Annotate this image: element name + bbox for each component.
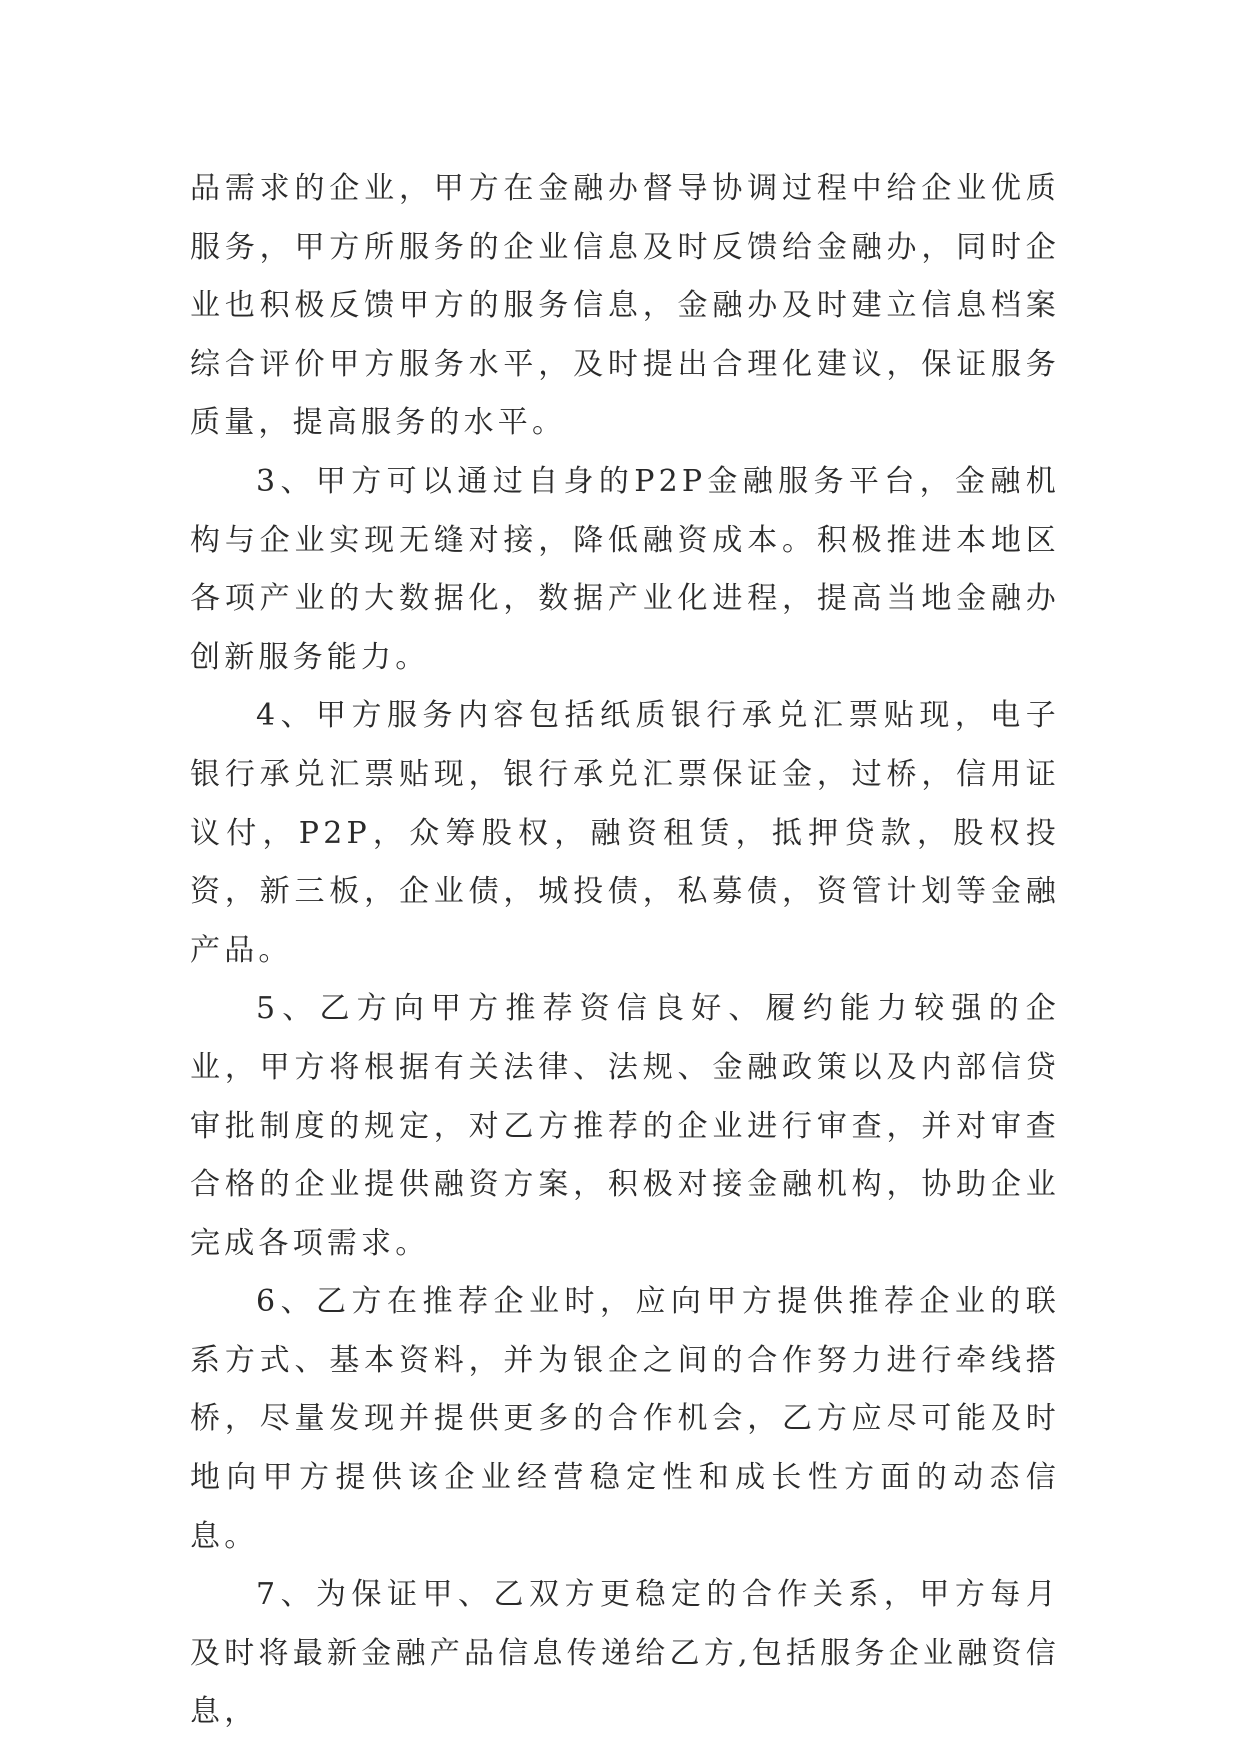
document-body <box>190 160 1060 1742</box>
paragraph-item-5: 5、乙方向甲方推荐资信良好、履约能力较强的企业，甲方将根据有关法律、法规、金融政策以及内部信贷审批制度的规定，对乙方推荐的企业进行审查，并对审查合格的企业提供融资方案，积极对接金融机构，协助企业完成各项需求。 <box>190 991 1060 1261</box>
paragraph-item-4: 4、甲方服务内容包括纸质银行承兑汇票贴现，电子银行承兑汇票贴现，银行承兑汇票保证金，过桥，信用证议付，P2P，众筹股权，融资租赁，抵押贷款，股权投资，新三板，企业债，城投债，私募债，资管计划等金融产品。 <box>190 698 1060 968</box>
paragraph-continuation: 品需求的企业，甲方在金融办督导协调过程中给企业优质服务，甲方所服务的企业信息及时反馈给金融办，同时企业也积极反馈甲方的服务信息，金融办及时建立信息档案综合评价甲方服务水平，及时提出合理化建议，保证服务质量，提高服务的水平。 <box>190 171 1060 441</box>
paragraph-item-6: 6、乙方在推荐企业时，应向甲方提供推荐企业的联系方式、基本资料，并为银企之间的合作努力进行牵线搭桥，尽量发现并提供更多的合作机会，乙方应尽可能及时地向甲方提供该企业经营稳定性和成长性方面的动态信息。 <box>190 1284 1060 1554</box>
paragraph-item-7: 7、为保证甲、乙双方更稳定的合作关系，甲方每月及时将最新金融产品信息传递给乙方,包括服务企业融资信息， <box>190 1577 1060 1730</box>
paragraph-item-3: 3、甲方可以通过自身的P2P金融服务平台，金融机构与企业实现无缝对接，降低融资成本。积极推进本地区各项产业的大数据化，数据产业化进程，提高当地金融办创新服务能力。 <box>190 463 1060 675</box>
